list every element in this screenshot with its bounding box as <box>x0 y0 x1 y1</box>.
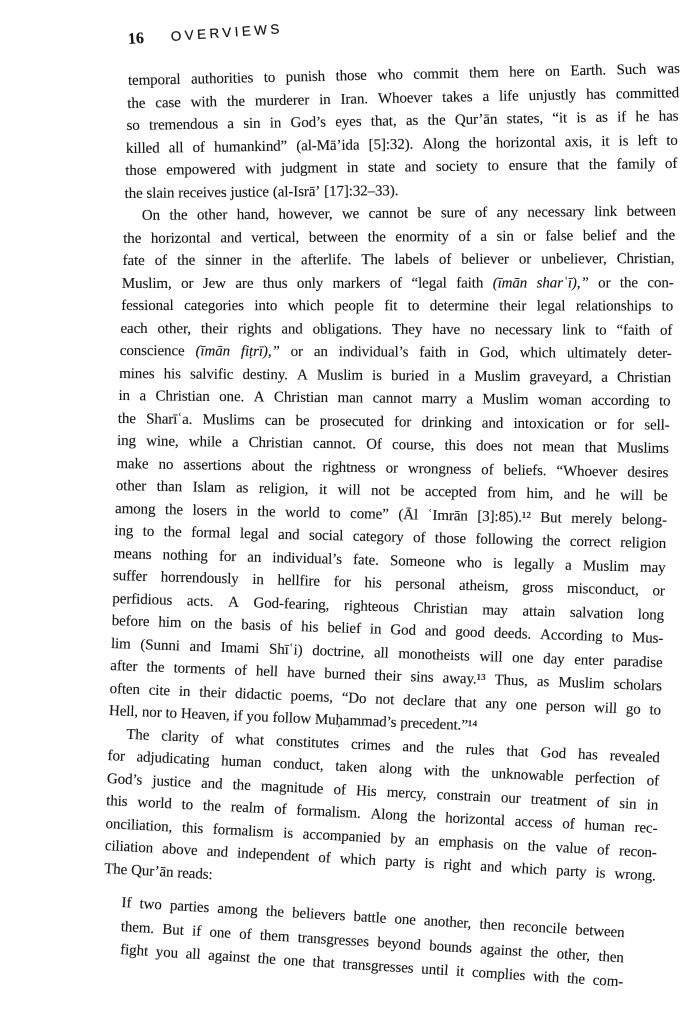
text-line: conscience (īmān fiṭrī),” or an individual’s faith in God, which ultimately deter- <box>119 343 672 362</box>
text-line: each other, their rights and obligations. They have no necessary link to “faith of <box>120 320 673 339</box>
text-line: The Qur’ān reads: <box>103 860 213 883</box>
text-line: mines his salvific destiny. A Muslim is buried in a Muslim graveyard, a Christian <box>119 365 672 386</box>
text-line: the case with the murderer in Iran. Whoever takes a life unjustly has committed <box>127 84 680 112</box>
text-line: fessional categories into which people fit to determine their legal relationships to <box>121 298 674 315</box>
text-line: If two parties among the believers battle one another, then reconcile between <box>121 895 625 942</box>
text-line: God’s justice and the magnitude of His mercy, constrain our treatment of sin in <box>106 770 659 814</box>
text-line: killed all of humankind” (al-Mā’ida [5]:32). Along the horizontal axis, it is left to <box>125 132 678 157</box>
text-line: after the torments of hell have burned their sins away.¹³ Thus, as Muslim scholars <box>110 658 663 695</box>
text-line: the horizontal and vertical, between the enormity of a sin or false belief and the <box>123 227 676 247</box>
text-line: those empowered with judgment in state and society to ensure that the family of <box>125 155 678 179</box>
text-line: lim (Sunni and Imami Shīʿi) doctrine, all monotheists will one day enter paradise <box>110 635 663 671</box>
text-line: ing to the formal legal and social category of those following the correct religion <box>114 523 667 552</box>
text-line: suffer horrendously in hellfire for his personal atheism, gross misconduct, or <box>112 568 665 600</box>
text-line: ing wine, while a Christian cannot. Of course, this does not mean that Muslims <box>116 433 669 457</box>
text-line: Hell, nor to Heaven, if you follow Muḥammad’s precedent.”¹⁴ <box>108 703 478 735</box>
text-line: means nothing for an individual’s fate. Someone who is legally a Muslim may <box>113 545 666 576</box>
text-line: this world to the realm of formalism. Along the horizontal access of human rec- <box>105 793 658 838</box>
text-line: perfidious acts. A God-fearing, righteous Christian may attain salvation long <box>112 590 665 624</box>
paragraph <box>103 723 680 885</box>
page-header <box>127 20 283 49</box>
text-body <box>103 60 680 991</box>
text-line: ciliation above and independent of which party is right and which party is wrong. <box>104 838 657 885</box>
paragraph <box>124 60 680 205</box>
text-line: other than Islam as religion, it will not be accepted from him, and he will be <box>115 478 668 505</box>
text-line: The clarity of what constitutes crimes and the rules that God has revealed <box>125 726 661 766</box>
text-line: Muslim, or Jew are thus only markers of “legal faith (īmān sharʿī),” or the con- <box>121 274 674 292</box>
text-line: temporal authorities to punish those who commit them here on Earth. Such was <box>127 60 680 89</box>
text-line: in a Christian one. A Christian man cannot marry a Muslim woman according to <box>118 388 671 410</box>
text-line: among the losers in the world to come” (Āl ʿImrān [3]:85).¹² But merely belong- <box>114 500 668 529</box>
text-line: fate of the sinner in the afterlife. The labels of believer or unbeliever, Christian, <box>122 250 675 269</box>
text-line: for adjudicating human conduct, taken along with the unknowable perfection of <box>107 748 660 790</box>
text-line: before him on the basis of his belief in God and good deeds. According to Mus- <box>111 613 664 648</box>
page-number: 16 <box>127 29 145 48</box>
text-line: them. But if one of them transgresses beyond bounds against the other, then <box>120 918 625 966</box>
text-line: onciliation, this formalism is accompanied by an emphasis on the value of recon- <box>105 815 658 861</box>
text-line: so tremendous a sin in God’s eyes that, as the Qur’ān states, “it is as if he has <box>126 108 679 134</box>
text-line: the slain receives justice (al-Isrā’ [17]:32–33). <box>124 182 399 202</box>
text-line: the Sharīʿa. Muslims can be prosecuted for drinking and intoxication or for sell- <box>117 410 670 434</box>
text-line: fight you all against the one that transgresses until it complies with the com- <box>119 942 624 991</box>
text-line: make no assertions about the rightness or wrongness of beliefs. “Whoever desires <box>116 455 669 481</box>
text-line: often cite in their didactic poems, “Do not declare that any one person will go to <box>109 680 662 719</box>
paragraph <box>108 203 680 735</box>
running-head: OVERVIEWS <box>170 21 284 44</box>
text-line: On the other hand, however, we cannot be sure of any necessary link between <box>141 203 676 224</box>
